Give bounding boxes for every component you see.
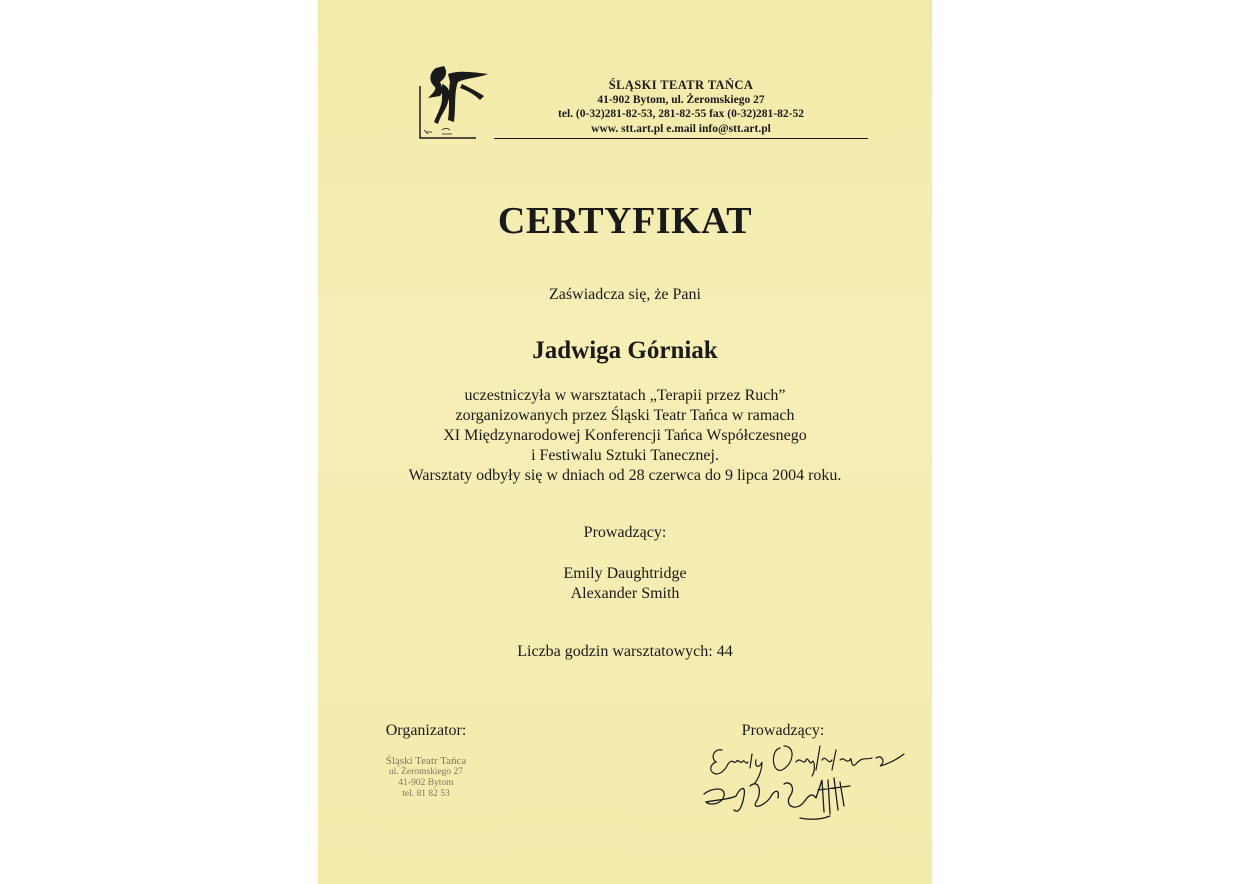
body-line: zorganizowanych przez Śląski Teatr Tańca w ramach bbox=[455, 407, 795, 424]
stamp-line: ul. Żeromskiego 27 bbox=[388, 767, 464, 777]
certificate-page bbox=[318, 0, 932, 884]
org-phones: tel. (0-32)281-82-53, 281-82-55 fax (0-32)281-82-52 bbox=[558, 108, 804, 120]
stamp-line: Śląski Teatr Tańca bbox=[385, 755, 467, 767]
signature-alexander bbox=[704, 778, 850, 819]
body-line: uczestniczyła w warsztatach „Terapii przez Ruch” bbox=[464, 387, 786, 404]
body-line: XI Międzynarodowej Konferencji Tańca Współczesnego bbox=[443, 427, 807, 444]
organizer-stamp bbox=[358, 756, 494, 800]
signatures-label: Prowadzący: bbox=[741, 722, 825, 739]
letterhead-rule bbox=[494, 138, 868, 139]
letterhead bbox=[494, 78, 868, 136]
leaders-label: Prowadzący: bbox=[583, 524, 667, 541]
workshop-hours: Liczba godzin warsztatowych: 44 bbox=[517, 643, 733, 660]
certificate-title: CERTYFIKAT bbox=[497, 200, 753, 242]
certificate-body bbox=[318, 386, 932, 486]
recipient-name: Jadwiga Górniak bbox=[532, 337, 718, 364]
org-web: www. stt.art.pl e.mail info@stt.art.pl bbox=[591, 122, 771, 135]
organizer-label: Organizator: bbox=[385, 722, 467, 739]
leaders-list bbox=[318, 564, 932, 604]
stamp-line: tel. 81 82 53 bbox=[402, 789, 450, 799]
stamp-line: 41-902 Bytom bbox=[398, 778, 454, 788]
body-line: Warsztaty odbyły się w dniach od 28 czerwca do 9 lipca 2004 roku. bbox=[408, 467, 842, 484]
dancer-logo-icon bbox=[418, 62, 494, 140]
org-address: 41-902 Bytom, ul. Żeromskiego 27 bbox=[597, 93, 765, 106]
handwritten-signatures bbox=[700, 740, 912, 830]
leader-name: Emily Daughtridge bbox=[563, 565, 687, 582]
leader-name: Alexander Smith bbox=[570, 585, 680, 602]
signature-emily bbox=[711, 746, 904, 784]
body-line: i Festiwalu Sztuki Tanecznej. bbox=[531, 447, 719, 464]
attest-text: Zaświadcza się, że Pani bbox=[549, 286, 701, 303]
org-name: ŚLĄSKI TEATR TAŃCA bbox=[608, 78, 754, 92]
